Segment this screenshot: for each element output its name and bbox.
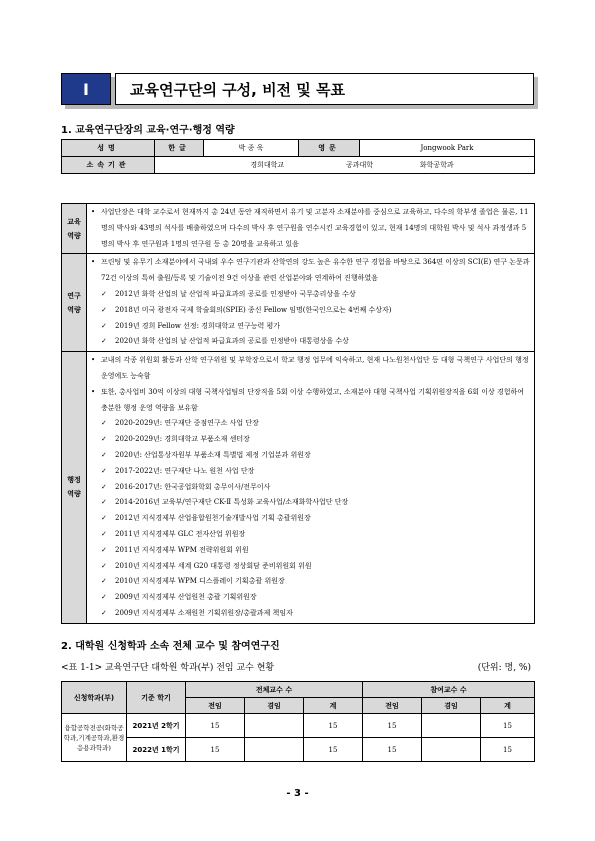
chapter-banner	[61, 73, 534, 107]
admin-item: ✓ 2016-2017년: 한국공업화학회 총무이사/전무이사	[91, 480, 530, 496]
admin-item: ✓ 2011년 지식경제부 WPM 전략위원회 위원	[91, 543, 530, 559]
department: 화학공학과	[419, 161, 454, 169]
section-1-heading: 1. 교육연구단장의 교육·연구·행정 역량	[61, 125, 235, 136]
korean-label: 한글	[155, 140, 204, 157]
total-concurrent-cell	[245, 738, 304, 762]
admin-item: ✓ 2009년 지식경제부 산업원천 총괄 기획위원장	[91, 590, 530, 606]
affiliation-value	[155, 157, 535, 174]
header-total: 전체교수 수	[186, 682, 363, 698]
admin-item: ✓ 2020년: 산업통상자원부 부품소재 특별법 제정 기업분과 위원장	[91, 448, 530, 464]
education-label-text: 교육 역량	[67, 217, 81, 240]
education-label	[62, 204, 87, 254]
admin-text-2: • 또한, 총사업비 30억 이상의 대형 국책사업팀의 단장직을 5회 이상 수행하였고, 소재분야 대형 국책사업 기획위원장직을 6회 이상 경험하여 충분한 행정 운영 역량을 보유함	[91, 385, 530, 417]
department-name: 융합공학전공(화학공학과,기계공학과,환경응용과학과)	[62, 714, 127, 762]
admin-item: ✓ 2010년 지식경제부 세계 G20 대통령 정상회담 준비위원회 위원	[91, 559, 530, 575]
part-concurrent-cell	[422, 738, 481, 762]
college: 공과대학	[345, 161, 374, 169]
total-concurrent-cell	[245, 714, 304, 738]
admin-item: ✓ 2017-2022년: 연구재단 나노 원천 사업 단장	[91, 464, 530, 480]
header-total-sum: 계	[304, 698, 363, 714]
header-department: 신청학과(부)	[62, 682, 127, 714]
table-row	[62, 738, 535, 762]
total-sum-cell: 15	[304, 714, 363, 738]
english-label: 영문	[299, 140, 360, 157]
research-item: ✓ 2019년 경희 Fellow 선정: 경희대학교 연구능력 평가	[91, 319, 530, 335]
part-full-cell: 15	[363, 714, 422, 738]
research-item: ✓ 2012년 화학 산업의 날 산업적 파급효과의 공로를 인정받아 국무총리상을 수상	[91, 287, 530, 303]
research-label-text: 연구 역량	[67, 291, 81, 314]
faculty-table	[61, 681, 535, 762]
admin-item: ✓ 2012년 지식경제부 산업융합원천기술개발사업 기획 총괄위원장	[91, 511, 530, 527]
research-text: • 프린팅 및 유무기 소재분야에서 국내외 우수 연구기관과 산학연의 강도 높은 유수한 연구 경험을 바탕으로 364편 이상의 SCI(E) 연구 논문과 72건 이상의 특허 출원/등록 및 기술이전 9건 이상을 관련 산업분야와 연계하여 진행하였음	[91, 255, 530, 287]
english-name: Jongwook Park	[360, 140, 535, 157]
director-table	[61, 139, 535, 174]
admin-item: ✓ 2010년 지식경제부 WPM 디스플레이 기획총괄 위원장	[91, 574, 530, 590]
part-concurrent-cell	[422, 714, 481, 738]
header-total-concurrent: 겸임	[245, 698, 304, 714]
header-part-full: 전임	[363, 698, 422, 714]
part-sum-cell: 15	[481, 714, 535, 738]
admin-item: ✓ 2014-2016년 교육부/연구재단 CK-Ⅱ 특성화 교육사업/소재화학사업단 단장	[91, 495, 530, 511]
total-full-cell: 15	[186, 714, 245, 738]
admin-item: ✓ 2020-2029년: 연구재단 중점연구소 사업 단장	[91, 416, 530, 432]
admin-label-text: 행정 역량	[67, 476, 81, 499]
total-full-cell: 15	[186, 738, 245, 762]
korean-name: 박 종 욱	[204, 140, 299, 157]
education-text: • 사업단장은 대학 교수로서 현재까지 총 24년 동안 재직하면서 유기 및 고분자 소재분야를 중심으로 교육하고, 다수의 학부생 졸업은 물론, 11명의 박사와 43명의 석사를 배출하였으며 다수의 박사 후 연구원을 연수시킨 교육경험이 있고, 현재 14명의 대학원 박사 및 석사 과정생과 5명의 박사 후 연구원과 1명의 연구원 등 총 20명을 교육하고 있음	[91, 205, 530, 252]
part-full-cell: 15	[363, 738, 422, 762]
term-cell: 2021년 2학기	[127, 714, 186, 738]
header-part-sum: 계	[481, 698, 535, 714]
admin-item: ✓ 2020-2029년: 경희대학교 부품소재 센터장	[91, 432, 530, 448]
name-label: 성명	[62, 140, 155, 157]
page-number: - 3 -	[286, 788, 309, 799]
table-caption: <표 1-1> 교육연구단 대학원 학과(부) 전임 교수 현황	[61, 663, 275, 673]
chapter-title: 교육연구단의 구성, 비전 및 목표	[115, 73, 534, 105]
total-sum-cell: 15	[304, 738, 363, 762]
research-item: ✓ 2020년 화학 산업의 날 산업적 파급효과의 공로를 인정받아 대통령상을 수상	[91, 334, 530, 350]
header-total-full: 전임	[186, 698, 245, 714]
header-participating: 참여교수 수	[363, 682, 535, 698]
education-content	[87, 204, 535, 254]
admin-content	[87, 352, 535, 624]
university: 경희대학교	[250, 161, 285, 169]
admin-label	[62, 352, 87, 624]
research-content	[87, 254, 535, 352]
table-unit: (단위: 명, %)	[477, 663, 531, 673]
table-caption-row	[61, 660, 535, 673]
affiliation-label: 소속기관	[62, 157, 155, 174]
table-row	[62, 714, 535, 738]
admin-text-1: • 교내의 각종 위원회 활동과 산학 연구위원 및 부학장으로서 학교 행정 업무에 익숙하고, 현재 나노원천사업단 등 대형 국책연구 사업단의 행정 운영에도 능숙함	[91, 353, 530, 385]
header-term: 기준 학기	[127, 682, 186, 714]
capability-table	[61, 203, 535, 624]
admin-item: ✓ 2011년 지식경제부 GLC 전자산업 위원장	[91, 527, 530, 543]
term-cell: 2022년 1학기	[127, 738, 186, 762]
research-item: ✓ 2018년 미국 광전자 국제 학술회의(SPIE) 종신 Fellow 임명(한국인으로는 4번째 수상자)	[91, 303, 530, 319]
research-label	[62, 254, 87, 352]
admin-item: ✓ 2009년 지식경제부 소재원천 기획위원장/총괄과제 책임자	[91, 606, 530, 622]
part-sum-cell: 15	[481, 738, 535, 762]
chapter-number: I	[61, 73, 111, 105]
header-part-concurrent: 겸임	[422, 698, 481, 714]
section-2-heading: 2. 대학원 신청학과 소속 전체 교수 및 참여연구진	[61, 641, 280, 652]
